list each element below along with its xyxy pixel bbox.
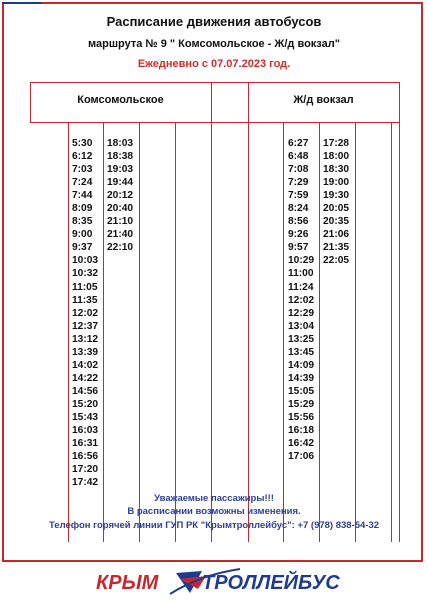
departure-time: 19:30: [323, 190, 350, 202]
departure-time: 22:05: [323, 255, 350, 267]
departure-time: 12:02: [72, 307, 99, 319]
komsomolskoe-times-col2: [107, 137, 133, 254]
column-header-vokzal: Ж/д вокзал: [293, 94, 354, 106]
departure-time: 14:22: [72, 372, 99, 384]
departure-time: 17:06: [288, 451, 315, 463]
departure-time: 18:30: [323, 164, 350, 176]
departure-time: 21:10: [107, 216, 134, 228]
departure-time: 22:10: [107, 242, 134, 254]
logo-text-krym: КРЫМ: [96, 572, 159, 594]
departure-time: 7:44: [72, 190, 93, 202]
departure-time: 19:44: [107, 177, 134, 189]
departure-time: 13:04: [288, 320, 315, 332]
departure-time: 21:06: [323, 229, 350, 241]
departure-time: 8:35: [72, 216, 93, 228]
departure-time: 21:35: [323, 242, 350, 254]
right-col-line-1: [283, 122, 284, 542]
column-header-komsomolskoe: Комсомольское: [77, 94, 164, 106]
departure-time: 11:00: [288, 268, 314, 280]
left-col-line-4: [175, 122, 176, 542]
route-subtitle: маршрута № 9 " Комсомольское - Ж/д вокзал": [88, 38, 340, 50]
departure-time: 7:29: [288, 177, 309, 189]
departure-time: 11:35: [72, 294, 98, 306]
logo-text-trolleybus: ТРОЛЛЕЙБУС: [202, 572, 340, 594]
center-divider-left: [211, 82, 212, 542]
departure-time: 15:43: [72, 411, 99, 423]
departure-time: 7:08: [288, 164, 309, 176]
left-col-line-1: [68, 122, 69, 542]
departure-time: 11:24: [288, 281, 314, 293]
table-right-border: [399, 82, 400, 542]
departure-time: 8:09: [72, 203, 93, 215]
departure-time: 6:48: [288, 151, 309, 163]
departure-time: 8:24: [288, 203, 309, 215]
departure-time: 19:03: [107, 164, 134, 176]
departure-time: 16:42: [288, 438, 315, 450]
departure-time: 13:45: [288, 346, 315, 358]
departure-time: 10:29: [288, 255, 315, 267]
departure-time: 16:56: [72, 451, 99, 463]
departure-time: 8:56: [288, 216, 309, 228]
departure-time: 18:03: [107, 138, 134, 149]
vokzal-times-col1: [288, 137, 314, 463]
schedule-table: [30, 82, 400, 542]
effective-date: Ежедневно с 07.07.2023 год.: [137, 58, 291, 70]
vokzal-times-col2: [323, 137, 349, 267]
departure-time: 6:27: [288, 138, 309, 149]
departure-time: 16:31: [72, 438, 99, 450]
departure-time: 16:03: [72, 425, 99, 437]
departure-time: 12:02: [288, 294, 315, 306]
notice-greeting: Уважаемые пассажиры!!!: [154, 493, 274, 504]
departure-time: 12:29: [288, 307, 315, 319]
departure-time: 9:37: [72, 242, 93, 254]
table-top-border: [30, 82, 400, 83]
right-col-line-2: [319, 122, 320, 542]
notice-changes: В расписании возможны изменения.: [127, 506, 301, 517]
departure-time: 7:59: [288, 190, 309, 202]
departure-time: 14:39: [288, 372, 315, 384]
departure-time: 15:29: [288, 398, 315, 410]
center-divider-right: [248, 82, 249, 542]
left-col-line-3: [139, 122, 140, 542]
departure-time: 13:25: [288, 333, 315, 345]
departure-time: 13:39: [72, 346, 99, 358]
table-header-divider: [30, 122, 400, 123]
departure-time: 7:03: [72, 164, 93, 176]
departure-time: 14:09: [288, 359, 315, 371]
departure-time: 6:12: [72, 151, 93, 163]
departure-time: 14:02: [72, 359, 99, 371]
departure-time: 15:20: [72, 398, 99, 410]
departure-time: 9:00: [72, 229, 93, 241]
departure-time: 16:18: [288, 425, 315, 437]
departure-time: 17:20: [72, 464, 99, 476]
departure-time: 18:00: [323, 151, 350, 163]
departure-time: 17:28: [323, 138, 350, 149]
departure-time: 20:40: [107, 203, 134, 215]
departure-time: 19:00: [323, 177, 350, 189]
departure-time: 11:05: [72, 281, 98, 293]
departure-time: 7:24: [72, 177, 93, 189]
frame-accent: [2, 2, 42, 4]
departure-time: 20:05: [323, 203, 350, 215]
departure-time: 9:57: [288, 242, 309, 254]
departure-time: 17:42: [72, 477, 99, 489]
komsomolskoe-times-col1: [72, 137, 98, 489]
departure-time: 12:37: [72, 320, 99, 332]
right-col-line-4: [391, 122, 392, 542]
departure-time: 15:05: [288, 385, 315, 397]
departure-time: 14:56: [72, 385, 99, 397]
krymtrolleybus-logo: [90, 563, 350, 597]
departure-time: 13:12: [72, 333, 99, 345]
departure-time: 10:03: [72, 255, 99, 267]
departure-time: 20:35: [323, 216, 350, 228]
departure-time: 21:40: [107, 229, 134, 241]
departure-time: 15:56: [288, 411, 315, 423]
right-col-line-3: [355, 122, 356, 542]
departure-time: 10:32: [72, 268, 99, 280]
departure-time: 9:26: [288, 229, 309, 241]
notice-hotline: Телефон горячей линии ГУП РК "Крымтроллейбус": +7 (978) 838-54-32: [48, 520, 380, 531]
departure-time: 20:12: [107, 190, 134, 202]
page-title: Расписание движения автобусов: [106, 14, 322, 29]
departure-time: 5:30: [72, 138, 93, 149]
departure-time: 18:38: [107, 151, 134, 163]
left-col-line-2: [103, 122, 104, 542]
